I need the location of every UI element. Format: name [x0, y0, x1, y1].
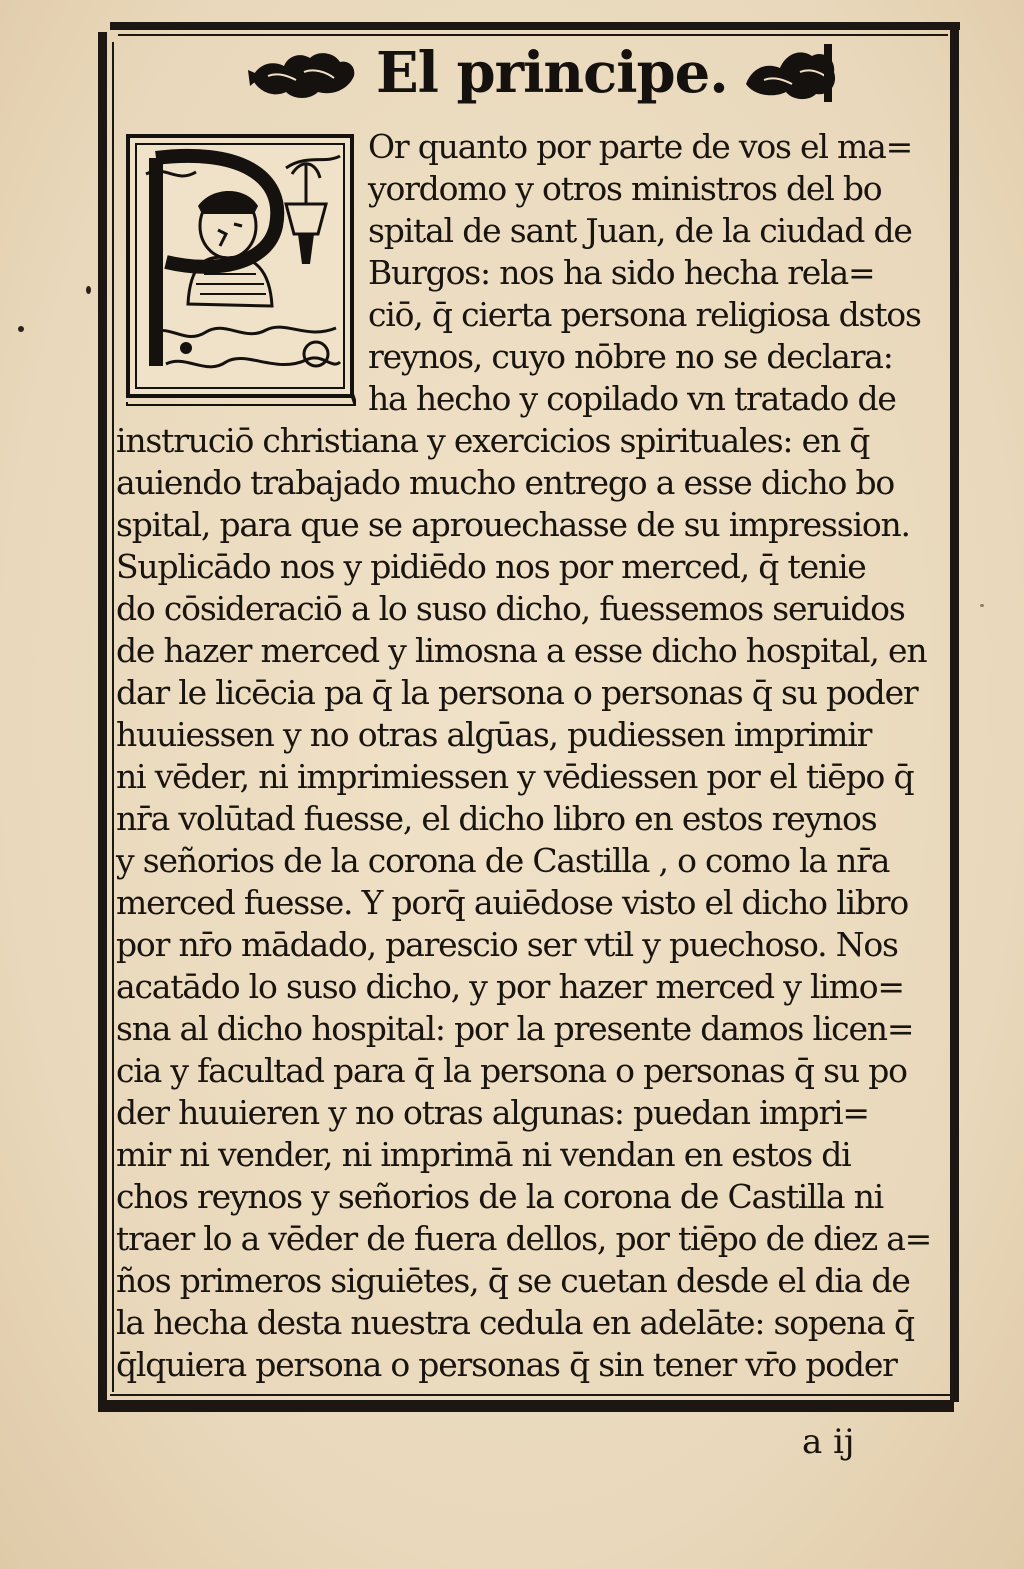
- border-rule-bottom-inner: [110, 1394, 950, 1396]
- text-line: do cōsideraciō a lo suso dicho, fuessemos seruidos: [116, 589, 905, 628]
- border-rule-left-inner: [112, 42, 114, 1392]
- text-line: traer lo a vēder de fuera dellos, por tiēpo de diez a=: [116, 1219, 932, 1258]
- text-line: sna al dicho hospital: por la presente damos licen=: [116, 1009, 914, 1048]
- fleuron-left-icon: [248, 46, 358, 102]
- text-line: ha hecho y copilado vn tratado de: [368, 379, 896, 418]
- text-line: nr̄a volūtad fuesse, el dicho libro en estos reynos: [116, 799, 877, 838]
- page-heading: [140, 36, 840, 108]
- border-rule-left: [98, 32, 107, 1412]
- text-line: acatādo lo suso dicho, y por hazer merced y limo=: [116, 967, 904, 1006]
- border-rule-top: [110, 22, 960, 30]
- text-line: yordomo y otros ministros del bo: [368, 169, 882, 208]
- text-line: y señorios de la corona de Castilla , o como la nr̄a: [116, 841, 890, 880]
- text-line: auiendo trabajado mucho entrego a esse dicho bo: [116, 463, 895, 502]
- text-line: la hecha desta nuestra cedula en adelāte: sopena q̄: [116, 1303, 914, 1342]
- text-line: reynos, cuyo nōbre no se declara:: [368, 337, 893, 376]
- text-line: chos reynos y señorios de la corona de Castilla ni: [116, 1177, 884, 1216]
- text-line: por nr̄o mādado, parescio ser vtil y puechoso. Nos: [116, 925, 898, 964]
- text-line: Or quanto por parte de vos el ma=: [368, 127, 913, 166]
- text-line: ciō, q̄ cierta persona religiosa dstos: [368, 295, 921, 334]
- text-line: Burgos: nos ha sido hecha rela=: [368, 253, 875, 292]
- text-line: cia y facultad para q̄ la persona o personas q̄ su po: [116, 1051, 907, 1090]
- ink-speck: [86, 286, 91, 294]
- border-rule-bottom: [104, 1400, 954, 1412]
- text-line: mir ni vender, ni imprimā ni vendan en estos di: [116, 1135, 851, 1174]
- border-rule-right: [950, 22, 959, 1402]
- ink-speck: [980, 604, 984, 607]
- text-line: dar le licēcia pa q̄ la persona o personas q̄ su poder: [116, 673, 918, 712]
- signature-mark: a ij: [802, 1422, 855, 1462]
- ink-speck: [18, 326, 24, 332]
- text-line: merced fuesse. Y porq̄ auiēdose visto el dicho libro: [116, 883, 908, 922]
- woodcut-initial-icon: [126, 134, 356, 406]
- text-line: instruciō christiana y exercicios spirituales: en q̄: [116, 421, 870, 460]
- text-line: spital de sant Juan, de la ciudad de: [368, 211, 912, 250]
- text-line: ni vēder, ni imprimiessen y vēdiessen por el tiēpo q̄: [116, 757, 914, 796]
- text-line: spital, para que se aprouechasse de su impression.: [116, 505, 910, 544]
- fleuron-right-icon: [740, 44, 840, 102]
- heading-title: El principe.: [376, 40, 728, 106]
- text-line: der huuieren y no otras algunas: puedan impri=: [116, 1093, 869, 1132]
- text-line: ños primeros siguiētes, q̄ se cuetan desde el dia de: [116, 1261, 910, 1300]
- text-line: q̄lquiera persona o personas q̄ sin tener vr̄o poder: [116, 1345, 897, 1384]
- text-line: Suplicādo nos y pidiēdo nos por merced, q̄ tenie: [116, 547, 866, 586]
- text-line: huuiessen y no otras algūas, pudiessen imprimir: [116, 715, 872, 754]
- text-line: de hazer merced y limosna a esse dicho hospital, en: [116, 631, 927, 670]
